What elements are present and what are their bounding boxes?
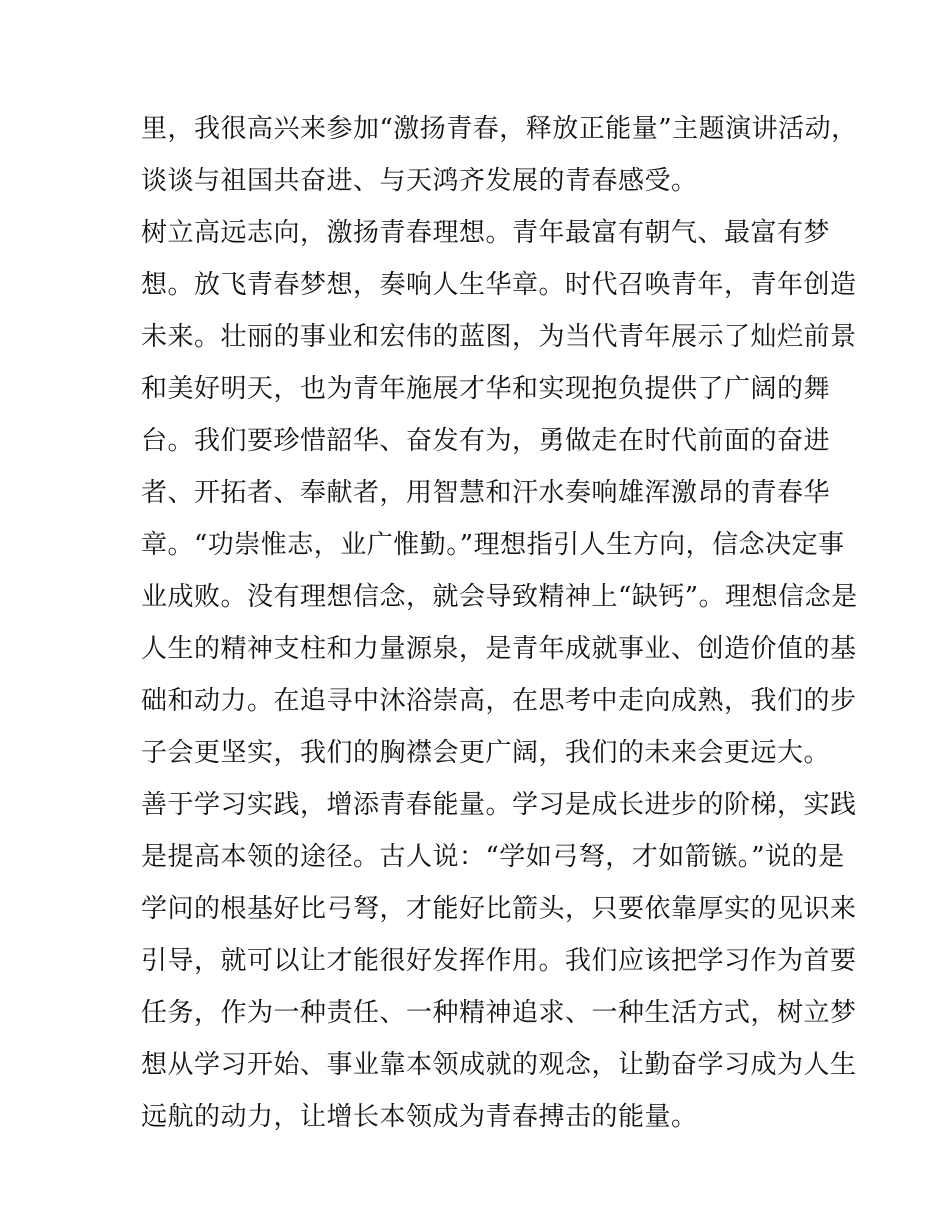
- text-line: 谈谈与祖国共奋进、与天鸿齐发展的青春感受。: [141, 166, 698, 196]
- text-line: 引导，就可以让才能很好发挥作用。我们应该把学习作为首要: [141, 946, 857, 976]
- text-line: 任务，作为一种责任、一种精神追求、一种生活方式，树立梦: [141, 998, 857, 1028]
- text-line: 未来。壮丽的事业和宏伟的蓝图，为当代青年展示了灿烂前景: [141, 322, 857, 352]
- text-line: 子会更坚实，我们的胸襟会更广阔，我们的未来会更远大。: [141, 738, 831, 768]
- text-line: 学问的根基好比弓弩，才能好比箭头，只要依靠厚实的见识来: [141, 894, 857, 924]
- text-line: 人生的精神支柱和力量源泉，是青年成就事业、创造价值的基: [141, 634, 857, 664]
- text-line: 者、开拓者、奉献者，用智慧和汗水奏响雄浑激昂的青春华: [141, 478, 831, 508]
- text-line: 和美好明天，也为青年施展才华和实现抱负提供了广阔的舞: [141, 374, 831, 404]
- text-line: 善于学习实践，增添青春能量。学习是成长进步的阶梯，实践: [141, 790, 857, 820]
- text-line: 础和动力。在追寻中沐浴崇高，在思考中走向成熟，我们的步: [141, 686, 857, 716]
- text-line: 业成败。没有理想信念，就会导致精神上“缺钙”。理想信念是: [141, 582, 858, 612]
- text-line: 远航的动力，让增长本领成为青春搏击的能量。: [141, 1102, 698, 1132]
- text-line: 里，我很高兴来参加“激扬青春，释放正能量”主题演讲活动，: [141, 114, 858, 144]
- text-line: 想。放飞青春梦想，奏响人生华章。时代召唤青年，青年创造: [141, 270, 857, 300]
- text-line: 是提高本领的途径。古人说：“学如弓弩，才如箭镞。”说的是: [141, 842, 845, 872]
- document-body: [141, 103, 858, 1143]
- text-line: 台。我们要珍惜韶华、奋发有为，勇做走在时代前面的奋进: [141, 426, 831, 456]
- text-line: 想从学习开始、事业靠本领成就的观念，让勤奋学习成为人生: [141, 1050, 857, 1080]
- text-line: 树立高远志向，激扬青春理想。青年最富有朝气、最富有梦: [141, 218, 831, 248]
- text-line: 章。“功崇惟志，业广惟勤。”理想指引人生方向，信念决定事: [141, 530, 845, 560]
